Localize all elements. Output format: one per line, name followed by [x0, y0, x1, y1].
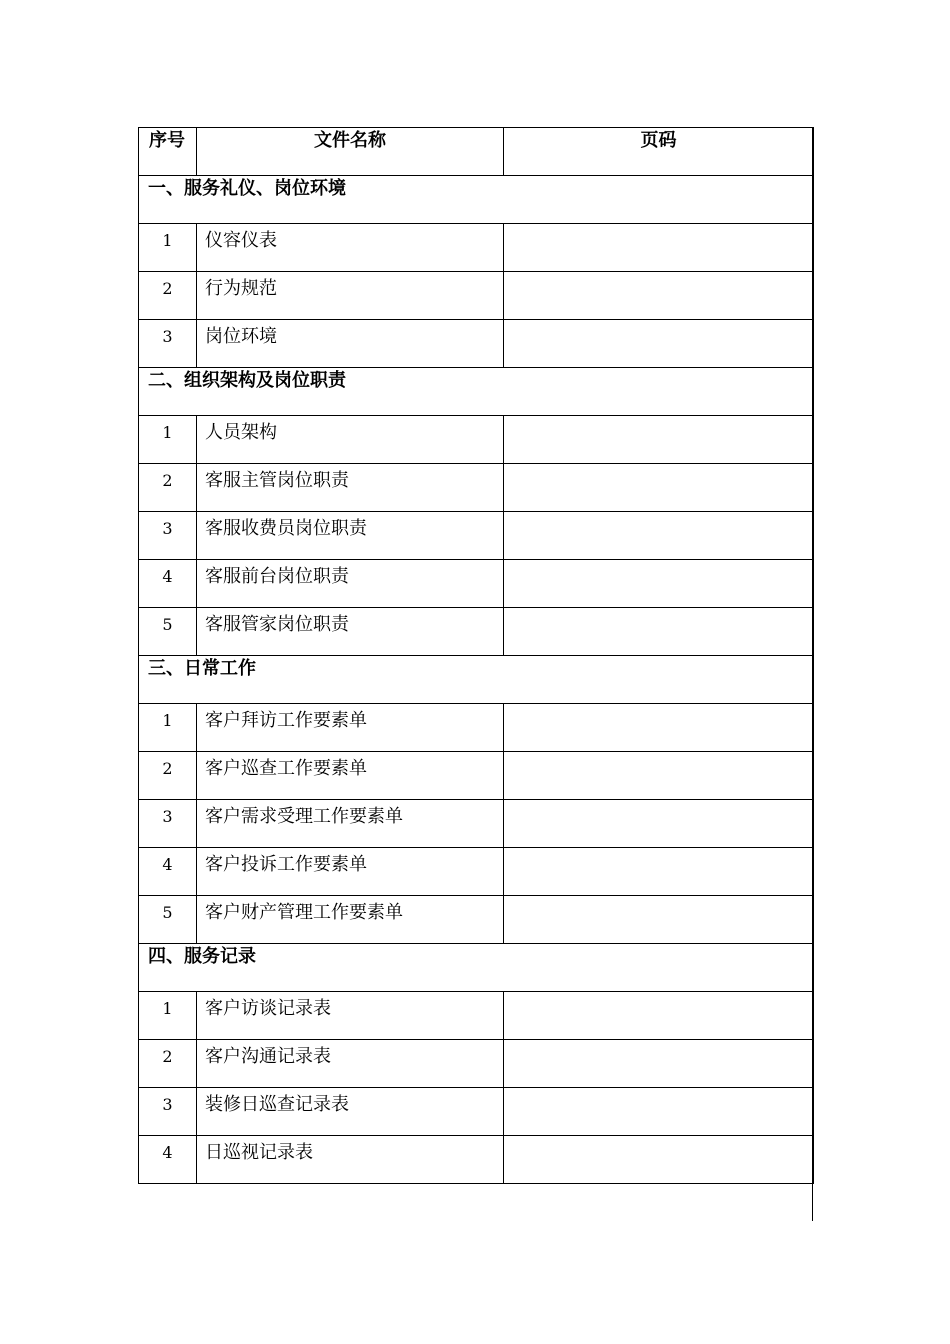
table-row [139, 560, 814, 608]
row-number: 4 [139, 1136, 197, 1184]
page-cell [504, 560, 814, 608]
table-row [139, 704, 814, 752]
table-row [139, 800, 814, 848]
row-number: 2 [139, 1040, 197, 1088]
page-cell [504, 512, 814, 560]
header-name: 文件名称 [197, 128, 504, 176]
table-row [139, 224, 814, 272]
row-number: 5 [139, 896, 197, 944]
page-cell [504, 704, 814, 752]
file-name: 行为规范 [197, 272, 504, 320]
table-right-rule [812, 127, 813, 1221]
section-title: 一、服务礼仪、岗位环境 [139, 176, 814, 224]
page-cell [504, 896, 814, 944]
page-cell [504, 320, 814, 368]
page-cell [504, 992, 814, 1040]
file-name: 客户拜访工作要素单 [197, 704, 504, 752]
section-row [139, 368, 814, 416]
page-cell [504, 272, 814, 320]
file-name: 客服收费员岗位职责 [197, 512, 504, 560]
file-name: 日巡视记录表 [197, 1136, 504, 1184]
table-row [139, 992, 814, 1040]
file-name: 客户巡查工作要素单 [197, 752, 504, 800]
page-cell [504, 848, 814, 896]
page-cell [504, 1136, 814, 1184]
table-row [139, 752, 814, 800]
file-name: 仪容仪表 [197, 224, 504, 272]
page-cell [504, 752, 814, 800]
file-name: 客户访谈记录表 [197, 992, 504, 1040]
section-title: 四、服务记录 [139, 944, 814, 992]
section-row [139, 944, 814, 992]
table-row [139, 1136, 814, 1184]
row-number: 3 [139, 512, 197, 560]
page-cell [504, 464, 814, 512]
header-num: 序号 [139, 128, 197, 176]
file-name: 客户需求受理工作要素单 [197, 800, 504, 848]
table-body [139, 128, 814, 1184]
row-number: 2 [139, 272, 197, 320]
table-row [139, 464, 814, 512]
page-cell [504, 608, 814, 656]
file-name: 客户财产管理工作要素单 [197, 896, 504, 944]
page-cell [504, 416, 814, 464]
table-row [139, 272, 814, 320]
section-title: 三、日常工作 [139, 656, 814, 704]
row-number: 3 [139, 1088, 197, 1136]
page-cell [504, 1088, 814, 1136]
file-name: 客服前台岗位职责 [197, 560, 504, 608]
file-name: 客户投诉工作要素单 [197, 848, 504, 896]
header-page: 页码 [504, 128, 814, 176]
row-number: 1 [139, 704, 197, 752]
row-number: 1 [139, 224, 197, 272]
table-row [139, 848, 814, 896]
file-name: 客服主管岗位职责 [197, 464, 504, 512]
row-number: 3 [139, 320, 197, 368]
page-cell [504, 224, 814, 272]
row-number: 1 [139, 416, 197, 464]
section-title: 二、组织架构及岗位职责 [139, 368, 814, 416]
header-row [139, 128, 814, 176]
file-name: 人员架构 [197, 416, 504, 464]
file-name: 客服管家岗位职责 [197, 608, 504, 656]
row-number: 2 [139, 752, 197, 800]
page-cell [504, 800, 814, 848]
section-row [139, 176, 814, 224]
file-name: 客户沟通记录表 [197, 1040, 504, 1088]
table-row [139, 416, 814, 464]
page-cell [504, 1040, 814, 1088]
row-number: 4 [139, 560, 197, 608]
file-name: 岗位环境 [197, 320, 504, 368]
table-row [139, 608, 814, 656]
file-name: 装修日巡查记录表 [197, 1088, 504, 1136]
table-row [139, 512, 814, 560]
row-number: 1 [139, 992, 197, 1040]
table-row [139, 896, 814, 944]
section-row [139, 656, 814, 704]
table-row [139, 320, 814, 368]
document-index-table [138, 127, 814, 1184]
row-number: 2 [139, 464, 197, 512]
row-number: 4 [139, 848, 197, 896]
table-row [139, 1088, 814, 1136]
row-number: 5 [139, 608, 197, 656]
row-number: 3 [139, 800, 197, 848]
table-row [139, 1040, 814, 1088]
